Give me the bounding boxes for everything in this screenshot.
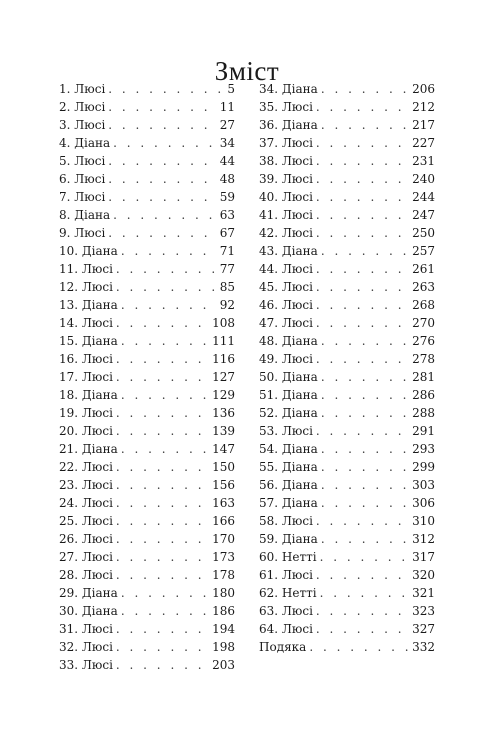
toc-entry-label: 59. Діана bbox=[259, 532, 318, 546]
toc-entry-label: 58. Люсі bbox=[259, 514, 313, 528]
toc-entry-page-number: 240 bbox=[412, 172, 435, 186]
toc-entry bbox=[59, 296, 235, 314]
toc-entry bbox=[59, 368, 235, 386]
dot-leader bbox=[321, 116, 409, 134]
dot-leader bbox=[108, 152, 216, 170]
dot-leader bbox=[316, 188, 409, 206]
toc-entry-page-number: 323 bbox=[412, 604, 435, 618]
toc-column-right bbox=[259, 80, 435, 656]
toc-entry-label: 55. Діана bbox=[259, 460, 318, 474]
toc-entry bbox=[259, 386, 435, 404]
dot-leader bbox=[116, 260, 217, 278]
toc-entry-page-number: 278 bbox=[412, 352, 435, 366]
toc-entry bbox=[259, 278, 435, 296]
toc-entry bbox=[259, 566, 435, 584]
toc-entry-label: 54. Діана bbox=[259, 442, 318, 456]
toc-entry bbox=[59, 494, 235, 512]
dot-leader bbox=[316, 620, 409, 638]
dot-leader bbox=[116, 278, 217, 296]
toc-entry-label: 9. Люсі bbox=[59, 226, 106, 240]
dot-leader bbox=[321, 368, 409, 386]
dot-leader bbox=[116, 494, 209, 512]
toc-entry bbox=[59, 620, 235, 638]
toc-entry-label: 6. Люсі bbox=[59, 172, 106, 186]
toc-entry bbox=[59, 458, 235, 476]
toc-entry-label: 41. Люсі bbox=[259, 208, 313, 222]
dot-leader bbox=[116, 620, 209, 638]
toc-entry-label: 4. Діана bbox=[59, 136, 111, 150]
toc-entry bbox=[59, 170, 235, 188]
toc-entry-label: 26. Люсі bbox=[59, 532, 113, 546]
toc-entry bbox=[59, 602, 235, 620]
toc-entry bbox=[59, 152, 235, 170]
dot-leader bbox=[108, 170, 216, 188]
toc-entry bbox=[259, 602, 435, 620]
toc-entry-label: 21. Діана bbox=[59, 442, 118, 456]
toc-entry-page-number: 317 bbox=[412, 550, 435, 564]
toc-entry-page-number: 261 bbox=[412, 262, 435, 276]
toc-entry-label: 23. Люсі bbox=[59, 478, 113, 492]
toc-entry-label: 40. Люсі bbox=[259, 190, 313, 204]
toc-entry-page-number: 320 bbox=[412, 568, 435, 582]
toc-entry-page-number: 247 bbox=[412, 208, 435, 222]
toc-entry-page-number: 44 bbox=[219, 154, 235, 168]
toc-entry bbox=[59, 638, 235, 656]
toc-entry-page-number: 293 bbox=[412, 442, 435, 456]
dot-leader bbox=[316, 224, 409, 242]
toc-entry bbox=[59, 188, 235, 206]
dot-leader bbox=[316, 206, 409, 224]
dot-leader bbox=[116, 566, 209, 584]
toc-entry-label: 45. Люсі bbox=[259, 280, 313, 294]
toc-entry-page-number: 59 bbox=[219, 190, 235, 204]
toc-entry bbox=[59, 476, 235, 494]
dot-leader bbox=[316, 566, 409, 584]
toc-entry-page-number: 263 bbox=[412, 280, 435, 294]
toc-entry-page-number: 166 bbox=[212, 514, 235, 528]
toc-entry bbox=[259, 620, 435, 638]
dot-leader bbox=[108, 98, 216, 116]
toc-entry-page-number: 92 bbox=[219, 298, 235, 312]
toc-entry bbox=[59, 224, 235, 242]
toc-entry-page-number: 48 bbox=[219, 172, 235, 186]
toc-entry-page-number: 286 bbox=[412, 388, 435, 402]
toc-entry bbox=[59, 512, 235, 530]
toc-entry-label: 38. Люсі bbox=[259, 154, 313, 168]
toc-entry bbox=[59, 80, 235, 98]
toc-entry-label: 29. Діана bbox=[59, 586, 118, 600]
toc-entry bbox=[259, 494, 435, 512]
toc-entry-page-number: 321 bbox=[412, 586, 435, 600]
toc-entry-label: 24. Люсі bbox=[59, 496, 113, 510]
dot-leader bbox=[108, 80, 224, 98]
toc-entry-page-number: 306 bbox=[412, 496, 435, 510]
toc-entry bbox=[59, 98, 235, 116]
toc-entry-label: 13. Діана bbox=[59, 298, 118, 312]
dot-leader bbox=[316, 98, 409, 116]
toc-entry bbox=[59, 314, 235, 332]
toc-entry-page-number: 299 bbox=[412, 460, 435, 474]
toc-entry bbox=[59, 566, 235, 584]
dot-leader bbox=[108, 224, 216, 242]
toc-entry-label: 35. Люсі bbox=[259, 100, 313, 114]
dot-leader bbox=[320, 584, 410, 602]
dot-leader bbox=[121, 602, 209, 620]
toc-entry-label: 48. Діана bbox=[259, 334, 318, 348]
toc-entry-label: 19. Люсі bbox=[59, 406, 113, 420]
toc-entry-label: 64. Люсі bbox=[259, 622, 313, 636]
dot-leader bbox=[116, 530, 209, 548]
toc-entry-page-number: 150 bbox=[212, 460, 235, 474]
toc-entry-page-number: 27 bbox=[219, 118, 235, 132]
toc-entry-page-number: 139 bbox=[212, 424, 235, 438]
toc-entry-label: 36. Діана bbox=[259, 118, 318, 132]
dot-leader bbox=[321, 242, 409, 260]
dot-leader bbox=[116, 656, 209, 674]
toc-entry-page-number: 310 bbox=[412, 514, 435, 528]
toc-entry bbox=[59, 440, 235, 458]
toc-entry-label: 28. Люсі bbox=[59, 568, 113, 582]
dot-leader bbox=[316, 278, 409, 296]
toc-entry-label: 10. Діана bbox=[59, 244, 118, 258]
toc-entry-label: 37. Люсі bbox=[259, 136, 313, 150]
toc-entry bbox=[259, 224, 435, 242]
page-title: Зміст bbox=[214, 56, 280, 87]
toc-entry bbox=[59, 656, 235, 674]
toc-entry-label: 3. Люсі bbox=[59, 118, 106, 132]
toc-entry-label: 49. Люсі bbox=[259, 352, 313, 366]
toc-entry-page-number: 198 bbox=[212, 640, 235, 654]
dot-leader bbox=[116, 476, 209, 494]
toc-entry-page-number: 11 bbox=[219, 100, 235, 114]
toc-entry-page-number: 291 bbox=[412, 424, 435, 438]
toc-entry bbox=[259, 206, 435, 224]
toc-entry-label: 62. Нетті bbox=[259, 586, 317, 600]
toc-entry-label: 61. Люсі bbox=[259, 568, 313, 582]
toc-entry-label: 33. Люсі bbox=[59, 658, 113, 672]
dot-leader bbox=[321, 494, 409, 512]
dot-leader bbox=[121, 296, 217, 314]
toc-entry-label: 39. Люсі bbox=[259, 172, 313, 186]
toc-entry bbox=[59, 530, 235, 548]
toc-entry bbox=[59, 278, 235, 296]
toc-entry-page-number: 212 bbox=[412, 100, 435, 114]
toc-entry-page-number: 332 bbox=[412, 640, 435, 654]
dot-leader bbox=[321, 332, 409, 350]
dot-leader bbox=[121, 332, 209, 350]
dot-leader bbox=[116, 422, 209, 440]
toc-entry bbox=[259, 134, 435, 152]
toc-entry-page-number: 303 bbox=[412, 478, 435, 492]
dot-leader bbox=[309, 638, 409, 656]
toc-entry-label: 57. Діана bbox=[259, 496, 318, 510]
toc-entry-label: 34. Діана bbox=[259, 82, 318, 96]
dot-leader bbox=[116, 350, 209, 368]
toc-entry-label: 11. Люсі bbox=[59, 262, 113, 276]
toc-entry-label: 44. Люсі bbox=[259, 262, 313, 276]
toc-entry-label: 46. Люсі bbox=[259, 298, 313, 312]
dot-leader bbox=[121, 440, 209, 458]
dot-leader bbox=[321, 530, 409, 548]
dot-leader bbox=[121, 386, 209, 404]
toc-entry bbox=[59, 242, 235, 260]
toc-entry-label: 25. Люсі bbox=[59, 514, 113, 528]
toc-entry-label: 20. Люсі bbox=[59, 424, 113, 438]
toc-entry bbox=[59, 404, 235, 422]
toc-entry-label: 8. Діана bbox=[59, 208, 111, 222]
dot-leader bbox=[116, 368, 209, 386]
toc-entry-page-number: 281 bbox=[412, 370, 435, 384]
toc-entry-page-number: 34 bbox=[219, 136, 235, 150]
dot-leader bbox=[316, 512, 409, 530]
toc-entry-page-number: 312 bbox=[412, 532, 435, 546]
dot-leader bbox=[321, 440, 409, 458]
dot-leader bbox=[321, 386, 409, 404]
toc-entry-page-number: 136 bbox=[212, 406, 235, 420]
toc-entry bbox=[59, 116, 235, 134]
toc-entry-label: 63. Люсі bbox=[259, 604, 313, 618]
dot-leader bbox=[316, 422, 409, 440]
dot-leader bbox=[108, 188, 216, 206]
toc-entry-page-number: 203 bbox=[212, 658, 235, 672]
dot-leader bbox=[113, 134, 217, 152]
dot-leader bbox=[121, 584, 209, 602]
toc-entry-label: 27. Люсі bbox=[59, 550, 113, 564]
toc-entry bbox=[259, 314, 435, 332]
toc-entry bbox=[259, 476, 435, 494]
toc-entry-label: 53. Люсі bbox=[259, 424, 313, 438]
toc-entry-page-number: 227 bbox=[412, 136, 435, 150]
dot-leader bbox=[316, 602, 409, 620]
toc-entry-page-number: 108 bbox=[212, 316, 235, 330]
toc-entry-label: 43. Діана bbox=[259, 244, 318, 258]
toc-entry-page-number: 85 bbox=[219, 280, 235, 294]
toc-entry bbox=[259, 260, 435, 278]
toc-column-left bbox=[59, 80, 235, 674]
toc-entry-page-number: 276 bbox=[412, 334, 435, 348]
toc-entry-page-number: 156 bbox=[212, 478, 235, 492]
toc-entry-label: 14. Люсі bbox=[59, 316, 113, 330]
dot-leader bbox=[116, 404, 209, 422]
dot-leader bbox=[316, 134, 409, 152]
toc-entry bbox=[259, 422, 435, 440]
toc-entry bbox=[59, 548, 235, 566]
toc-entry bbox=[259, 80, 435, 98]
toc-entry-page-number: 206 bbox=[412, 82, 435, 96]
dot-leader bbox=[121, 242, 217, 260]
toc-entry bbox=[59, 260, 235, 278]
dot-leader bbox=[116, 314, 209, 332]
toc-entry bbox=[259, 584, 435, 602]
toc-entry bbox=[59, 134, 235, 152]
dot-leader bbox=[316, 260, 409, 278]
toc-entry-page-number: 163 bbox=[212, 496, 235, 510]
toc-entry-page-number: 147 bbox=[212, 442, 235, 456]
toc-entry-page-number: 288 bbox=[412, 406, 435, 420]
toc-entry bbox=[59, 206, 235, 224]
toc-entry-page-number: 5 bbox=[227, 82, 235, 96]
toc-entry-label: 51. Діана bbox=[259, 388, 318, 402]
toc-entry-page-number: 77 bbox=[219, 262, 235, 276]
dot-leader bbox=[321, 458, 409, 476]
toc-entry-page-number: 250 bbox=[412, 226, 435, 240]
toc-entry bbox=[259, 458, 435, 476]
toc-entry-page-number: 217 bbox=[412, 118, 435, 132]
dot-leader bbox=[316, 314, 409, 332]
toc-entry-label: 16. Люсі bbox=[59, 352, 113, 366]
dot-leader bbox=[320, 548, 410, 566]
dot-leader bbox=[316, 296, 409, 314]
toc-entry-label: 7. Люсі bbox=[59, 190, 106, 204]
toc-entry-page-number: 129 bbox=[212, 388, 235, 402]
toc-entry bbox=[259, 152, 435, 170]
toc-entry-label: 22. Люсі bbox=[59, 460, 113, 474]
toc-entry-page-number: 111 bbox=[212, 334, 235, 348]
toc-entry bbox=[259, 242, 435, 260]
toc-entry-page-number: 194 bbox=[212, 622, 235, 636]
dot-leader bbox=[116, 512, 209, 530]
toc-entry-page-number: 327 bbox=[412, 622, 435, 636]
toc-entry-label: 32. Люсі bbox=[59, 640, 113, 654]
toc-entry-label: 50. Діана bbox=[259, 370, 318, 384]
toc-entry-page-number: 71 bbox=[219, 244, 235, 258]
toc-entry-label: 31. Люсі bbox=[59, 622, 113, 636]
toc-entry bbox=[259, 116, 435, 134]
toc-entry bbox=[259, 98, 435, 116]
toc-entry bbox=[259, 548, 435, 566]
toc-entry bbox=[259, 638, 435, 656]
toc-entry-label: Подяка bbox=[259, 640, 307, 654]
dot-leader bbox=[108, 116, 216, 134]
toc-entry bbox=[59, 350, 235, 368]
toc-entry bbox=[59, 422, 235, 440]
toc-entry bbox=[259, 188, 435, 206]
dot-leader bbox=[116, 638, 209, 656]
toc-entry-page-number: 170 bbox=[212, 532, 235, 546]
toc-entry-label: 60. Нетті bbox=[259, 550, 317, 564]
toc-entry-label: 42. Люсі bbox=[259, 226, 313, 240]
dot-leader bbox=[321, 476, 409, 494]
dot-leader bbox=[316, 152, 409, 170]
toc-entry bbox=[259, 530, 435, 548]
dot-leader bbox=[321, 404, 409, 422]
toc-entry bbox=[259, 404, 435, 422]
toc-entry-label: 18. Діана bbox=[59, 388, 118, 402]
toc-entry-label: 2. Люсі bbox=[59, 100, 106, 114]
toc-entry-label: 52. Діана bbox=[259, 406, 318, 420]
toc-entry-page-number: 244 bbox=[412, 190, 435, 204]
toc-entry-page-number: 257 bbox=[412, 244, 435, 258]
dot-leader bbox=[316, 350, 409, 368]
toc-entry bbox=[259, 296, 435, 314]
toc-entry-page-number: 268 bbox=[412, 298, 435, 312]
toc-entry-page-number: 116 bbox=[212, 352, 235, 366]
toc-entry-page-number: 270 bbox=[412, 316, 435, 330]
toc-entry-label: 47. Люсі bbox=[259, 316, 313, 330]
toc-entry bbox=[259, 170, 435, 188]
toc-entry-label: 15. Діана bbox=[59, 334, 118, 348]
toc-entry-label: 17. Люсі bbox=[59, 370, 113, 384]
toc-entry bbox=[59, 584, 235, 602]
toc-entry bbox=[259, 332, 435, 350]
dot-leader bbox=[113, 206, 217, 224]
toc-entry-page-number: 127 bbox=[212, 370, 235, 384]
toc-entry-label: 1. Люсі bbox=[59, 82, 106, 96]
toc-entry bbox=[259, 440, 435, 458]
toc-entry-page-number: 231 bbox=[412, 154, 435, 168]
dot-leader bbox=[316, 170, 409, 188]
toc-entry-page-number: 186 bbox=[212, 604, 235, 618]
dot-leader bbox=[116, 548, 209, 566]
toc-entry-label: 30. Діана bbox=[59, 604, 118, 618]
toc-entry-label: 56. Діана bbox=[259, 478, 318, 492]
toc-entry bbox=[259, 350, 435, 368]
toc-entry-page-number: 178 bbox=[212, 568, 235, 582]
toc-entry bbox=[259, 512, 435, 530]
toc-entry-label: 12. Люсі bbox=[59, 280, 113, 294]
toc-entry-page-number: 67 bbox=[219, 226, 235, 240]
toc-entry-page-number: 63 bbox=[219, 208, 235, 222]
dot-leader bbox=[321, 80, 409, 98]
toc-entry-page-number: 173 bbox=[212, 550, 235, 564]
toc-entry bbox=[59, 386, 235, 404]
toc-entry-label: 5. Люсі bbox=[59, 154, 106, 168]
dot-leader bbox=[116, 458, 209, 476]
toc-entry bbox=[259, 368, 435, 386]
toc-entry bbox=[59, 332, 235, 350]
toc-entry-page-number: 180 bbox=[212, 586, 235, 600]
